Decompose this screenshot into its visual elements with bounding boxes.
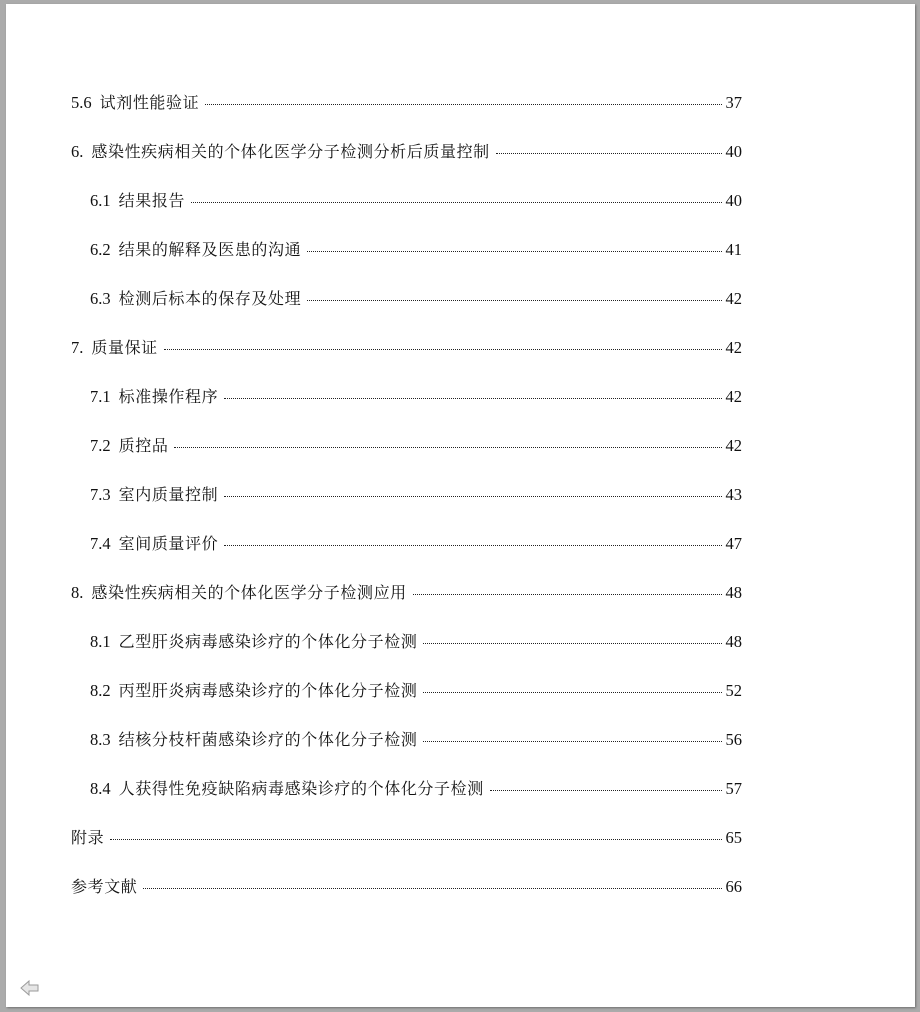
entry-number: 5.6	[71, 93, 92, 112]
entry-title: 人获得性免疫缺陷病毒感染诊疗的个体化分子检测	[118, 779, 484, 798]
entry-title: 附录	[71, 828, 105, 847]
entry-title: 质控品	[118, 436, 169, 455]
page-number: 40	[725, 191, 742, 210]
page-number: 57	[725, 779, 742, 798]
page-number: 42	[725, 289, 742, 308]
dot-leader	[307, 251, 721, 252]
toc-entry[interactable]	[90, 531, 742, 555]
toc-entry[interactable]	[90, 727, 742, 751]
dot-leader	[307, 300, 721, 301]
toc-entry[interactable]	[90, 188, 742, 212]
entry-number: 7.1	[90, 387, 111, 406]
toc-entry[interactable]	[90, 482, 742, 506]
table-of-contents	[6, 4, 915, 1007]
page-number: 65	[725, 828, 742, 847]
toc-entry[interactable]	[90, 629, 742, 653]
entry-number: 7.4	[90, 534, 111, 553]
dot-leader	[423, 692, 721, 693]
dot-leader	[191, 202, 721, 203]
page-number: 43	[725, 485, 742, 504]
dot-leader	[423, 741, 721, 742]
entry-title: 质量保证	[91, 338, 158, 357]
entry-number: 6.2	[90, 240, 111, 259]
page-number: 41	[725, 240, 742, 259]
entry-number: 8.1	[90, 632, 111, 651]
entry-title: 丙型肝炎病毒感染诊疗的个体化分子检测	[118, 681, 418, 700]
document-page	[6, 4, 915, 1007]
page-number: 40	[725, 142, 742, 161]
entry-title: 室内质量控制	[118, 485, 219, 504]
page-number: 42	[725, 387, 742, 406]
toc-entry[interactable]	[71, 90, 742, 114]
dot-leader	[143, 888, 721, 889]
entry-title: 结核分枝杆菌感染诊疗的个体化分子检测	[118, 730, 418, 749]
toc-entry[interactable]	[90, 776, 742, 800]
dot-leader	[110, 839, 721, 840]
entry-title: 乙型肝炎病毒感染诊疗的个体化分子检测	[118, 632, 418, 651]
back-arrow-icon[interactable]	[19, 978, 41, 998]
entry-title: 感染性疾病相关的个体化医学分子检测应用	[91, 583, 407, 602]
entry-number: 8.	[71, 583, 84, 602]
entry-title: 结果的解释及医患的沟通	[118, 240, 302, 259]
dot-leader	[224, 496, 721, 497]
page-number: 48	[725, 632, 742, 651]
entry-number: 6.	[71, 142, 84, 161]
toc-entry[interactable]	[90, 384, 742, 408]
entry-number: 8.4	[90, 779, 111, 798]
dot-leader	[490, 790, 722, 791]
toc-entry[interactable]	[90, 237, 742, 261]
entry-number: 6.3	[90, 289, 111, 308]
dot-leader	[224, 398, 721, 399]
entry-title: 标准操作程序	[118, 387, 219, 406]
page-number: 66	[725, 877, 742, 896]
toc-entry[interactable]	[90, 433, 742, 457]
entry-number: 7.2	[90, 436, 111, 455]
page-number: 42	[725, 436, 742, 455]
page-number: 52	[725, 681, 742, 700]
toc-entry[interactable]	[71, 335, 742, 359]
toc-entry[interactable]	[90, 286, 742, 310]
entry-title: 感染性疾病相关的个体化医学分子检测分析后质量控制	[91, 142, 490, 161]
page-number: 37	[725, 93, 742, 112]
dot-leader	[164, 349, 722, 350]
page-number: 47	[725, 534, 742, 553]
dot-leader	[496, 153, 722, 154]
toc-entry[interactable]	[71, 139, 742, 163]
dot-leader	[224, 545, 721, 546]
entry-title: 试剂性能验证	[99, 93, 200, 112]
toc-entry[interactable]	[90, 678, 742, 702]
entry-title: 室间质量评价	[118, 534, 219, 553]
dot-leader	[174, 447, 721, 448]
toc-entry[interactable]	[71, 825, 742, 849]
toc-entry[interactable]	[71, 580, 742, 604]
entry-title: 参考文献	[71, 877, 138, 896]
entry-title: 结果报告	[118, 191, 186, 210]
page-number: 56	[725, 730, 742, 749]
entry-number: 6.1	[90, 191, 111, 210]
entry-number: 7.3	[90, 485, 111, 504]
entry-number: 8.2	[90, 681, 111, 700]
dot-leader	[413, 594, 722, 595]
dot-leader	[423, 643, 721, 644]
toc-entry[interactable]	[71, 874, 742, 898]
entry-number: 8.3	[90, 730, 111, 749]
entry-number: 7.	[71, 338, 84, 357]
dot-leader	[205, 104, 721, 105]
page-number: 42	[725, 338, 742, 357]
entry-title: 检测后标本的保存及处理	[118, 289, 302, 308]
page-number: 48	[725, 583, 742, 602]
